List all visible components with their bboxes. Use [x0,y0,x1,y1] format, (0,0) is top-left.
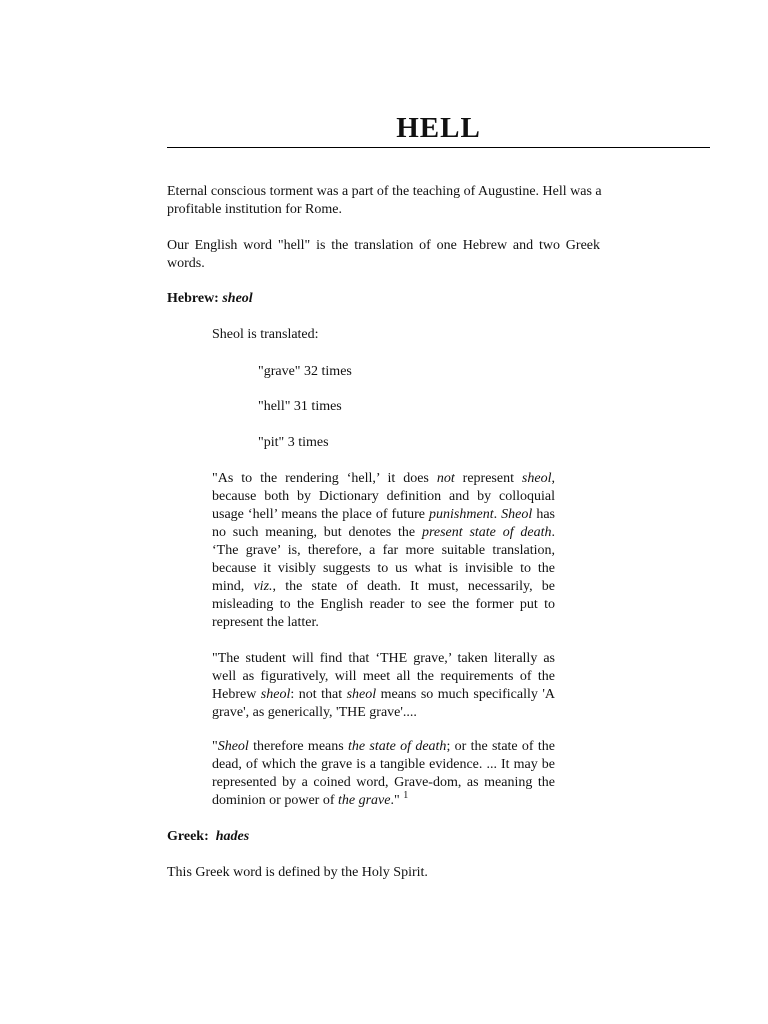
quote-paragraph-1: "As to the rendering ‘hell,’ it does not represent sheol, because both by Dictionary definition and by colloquial usage ‘hell’ means the place of future punishment. Sheol has no such meaning, but denotes the present state of death. ‘The grave’ is, therefore, a far more suitable translation, because it visibly suggests to us what is invisible to the mind, viz., the state of death. It must, necessarily, be misleading to the English reader to see the former put to represent the latter. [212,471,556,630]
quote-paragraph-3: "Sheol therefore means the state of death; or the state of the dead, of which the grave is a tangible evidence. ... It may be represented by a coined word, Grave-dom, as meaning the dominion or power of the grave." $^1$ [212,739,555,808]
translation-item-grave: "grave" 32 times [258,364,352,379]
intro-paragraph-1: Eternal conscious torment was a part of the teaching of Augustine. Hell was a profitable institution for Rome. [167,184,602,217]
intro-paragraph-2: Our English word "hell" is the translation of one Hebrew and two Greek words. [167,238,600,271]
title-underline [167,147,710,148]
quote-paragraph-2: "The student will find that ‘THE grave,’ taken literally as well as figuratively, will meet all the requirements of the Hebrew sheol: not that sheol means so much specifically 'A grave', as generically, 'THE grave'.... [212,651,556,720]
translation-item-pit: "pit" 3 times [258,435,329,450]
greek-heading-word: hades [215,829,250,844]
page-title: HELL [396,112,481,144]
footnote-marker: 1 [403,790,409,801]
sheol-translated-text: Sheol is translated: [212,327,319,342]
greek-paragraph: This Greek word is defined by the Holy Spirit. [167,865,428,880]
greek-heading-label: Greek: [167,829,209,844]
hebrew-heading [167,290,253,308]
hebrew-heading-label: Hebrew: [167,291,219,306]
hebrew-heading-word: sheol [222,291,253,306]
greek-heading [167,828,249,846]
translation-item-hell: "hell" 31 times [258,399,342,414]
